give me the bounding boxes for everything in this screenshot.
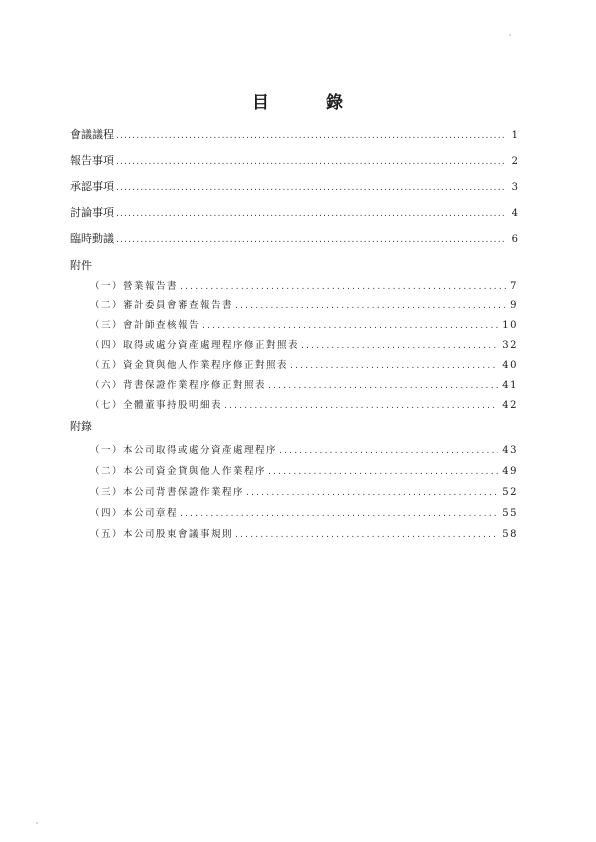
dot-leader [235,299,506,313]
toc-entry-label: 報告事項 [70,154,114,167]
toc-entry-label: （二）本公司資金貸與他人作業程序 [90,466,267,477]
toc-page-number: 49 [502,466,518,477]
toc-entry-label: （四）本公司章程 [90,508,179,519]
toc-page-number: 32 [502,340,518,351]
dot-leader [268,379,498,393]
dot-leader [180,507,498,521]
toc-entry-label: （七）全體董事持股明細表 [90,400,223,411]
dot-leader [180,280,506,294]
toc-page-number: 10 [502,320,518,331]
toc-page-number: 55 [502,508,518,519]
toc-appendix-3[interactable] [90,486,518,500]
toc-entry-label: 討論事項 [70,206,114,219]
toc-appendix-1[interactable] [90,444,518,458]
toc-attachment-5[interactable] [90,359,518,373]
toc-entry-reports[interactable] [70,154,518,169]
toc-entry-label: 臨時動議 [70,232,114,245]
scan-speck [509,34,511,36]
toc-entry-label: （一）營業報告書 [90,281,179,292]
toc-appendix-2[interactable] [90,465,518,479]
toc-attachment-1[interactable] [90,280,518,294]
toc-page-number: 52 [502,487,518,498]
toc-entry-label: （五）本公司股東會議事規則 [90,529,234,540]
toc-page-number: 42 [502,400,518,411]
dot-leader [279,444,498,458]
toc-entry-label: （二）審計委員會審查報告書 [90,300,234,311]
toc-page-number: 7 [510,281,518,292]
toc-entry-label: （一）本公司取得或處分資產處理程序 [90,445,278,456]
dot-leader [235,528,498,542]
dot-leader [116,233,506,247]
dot-leader [268,465,498,479]
dot-leader [116,181,506,195]
toc-appendix-4[interactable] [90,507,518,521]
toc-page-number: 4 [511,208,518,219]
toc-page-number: 3 [511,182,518,193]
toc-attachment-7[interactable] [90,399,518,413]
toc-page-number: 58 [502,529,518,540]
toc-attachment-4[interactable] [90,339,518,353]
toc-entry-label: （六）背書保證作業程序修正對照表 [90,380,267,391]
toc-page-number: 9 [510,300,518,311]
toc-page-number: 1 [511,130,518,141]
toc-entry-ratifications[interactable] [70,180,518,195]
title-char-1: 目 [252,93,269,113]
toc-entry-label: 會議議程 [70,128,114,141]
toc-page-number: 41 [502,380,518,391]
dot-leader [202,319,498,333]
dot-leader [116,129,506,143]
toc-entry-label: 承認事項 [70,180,114,193]
toc-page-number: 2 [511,156,518,167]
toc-entry-agenda[interactable] [70,128,518,143]
toc-page-number: 40 [502,360,518,371]
dot-leader [290,359,498,373]
toc-entry-label: （三）本公司背書保證作業程序 [90,487,245,498]
dot-leader [224,399,498,413]
toc-attachment-2[interactable] [90,299,518,313]
toc-entry-extempore-motions[interactable] [70,232,518,247]
dot-leader [116,207,506,221]
toc-appendix-5[interactable] [90,528,518,542]
title-char-2: 錄 [326,93,343,113]
attachments-heading: 附件 [70,259,92,272]
toc-entry-label: （三）會計師查核報告 [90,320,201,331]
appendix-heading: 附錄 [70,420,92,433]
toc-page-number: 43 [502,445,518,456]
toc-attachment-6[interactable] [90,379,518,393]
dot-leader [116,155,506,169]
toc-entry-discussions[interactable] [70,206,518,221]
toc-entry-label: （四）取得或處分資產處理程序修正對照表 [90,340,300,351]
toc-attachment-3[interactable] [90,319,518,333]
scan-speck [36,822,38,824]
dot-leader [301,339,498,353]
toc-entry-label: （五）資金貸與他人作業程序修正對照表 [90,360,289,371]
dot-leader [246,486,498,500]
toc-page-number: 6 [511,234,518,245]
